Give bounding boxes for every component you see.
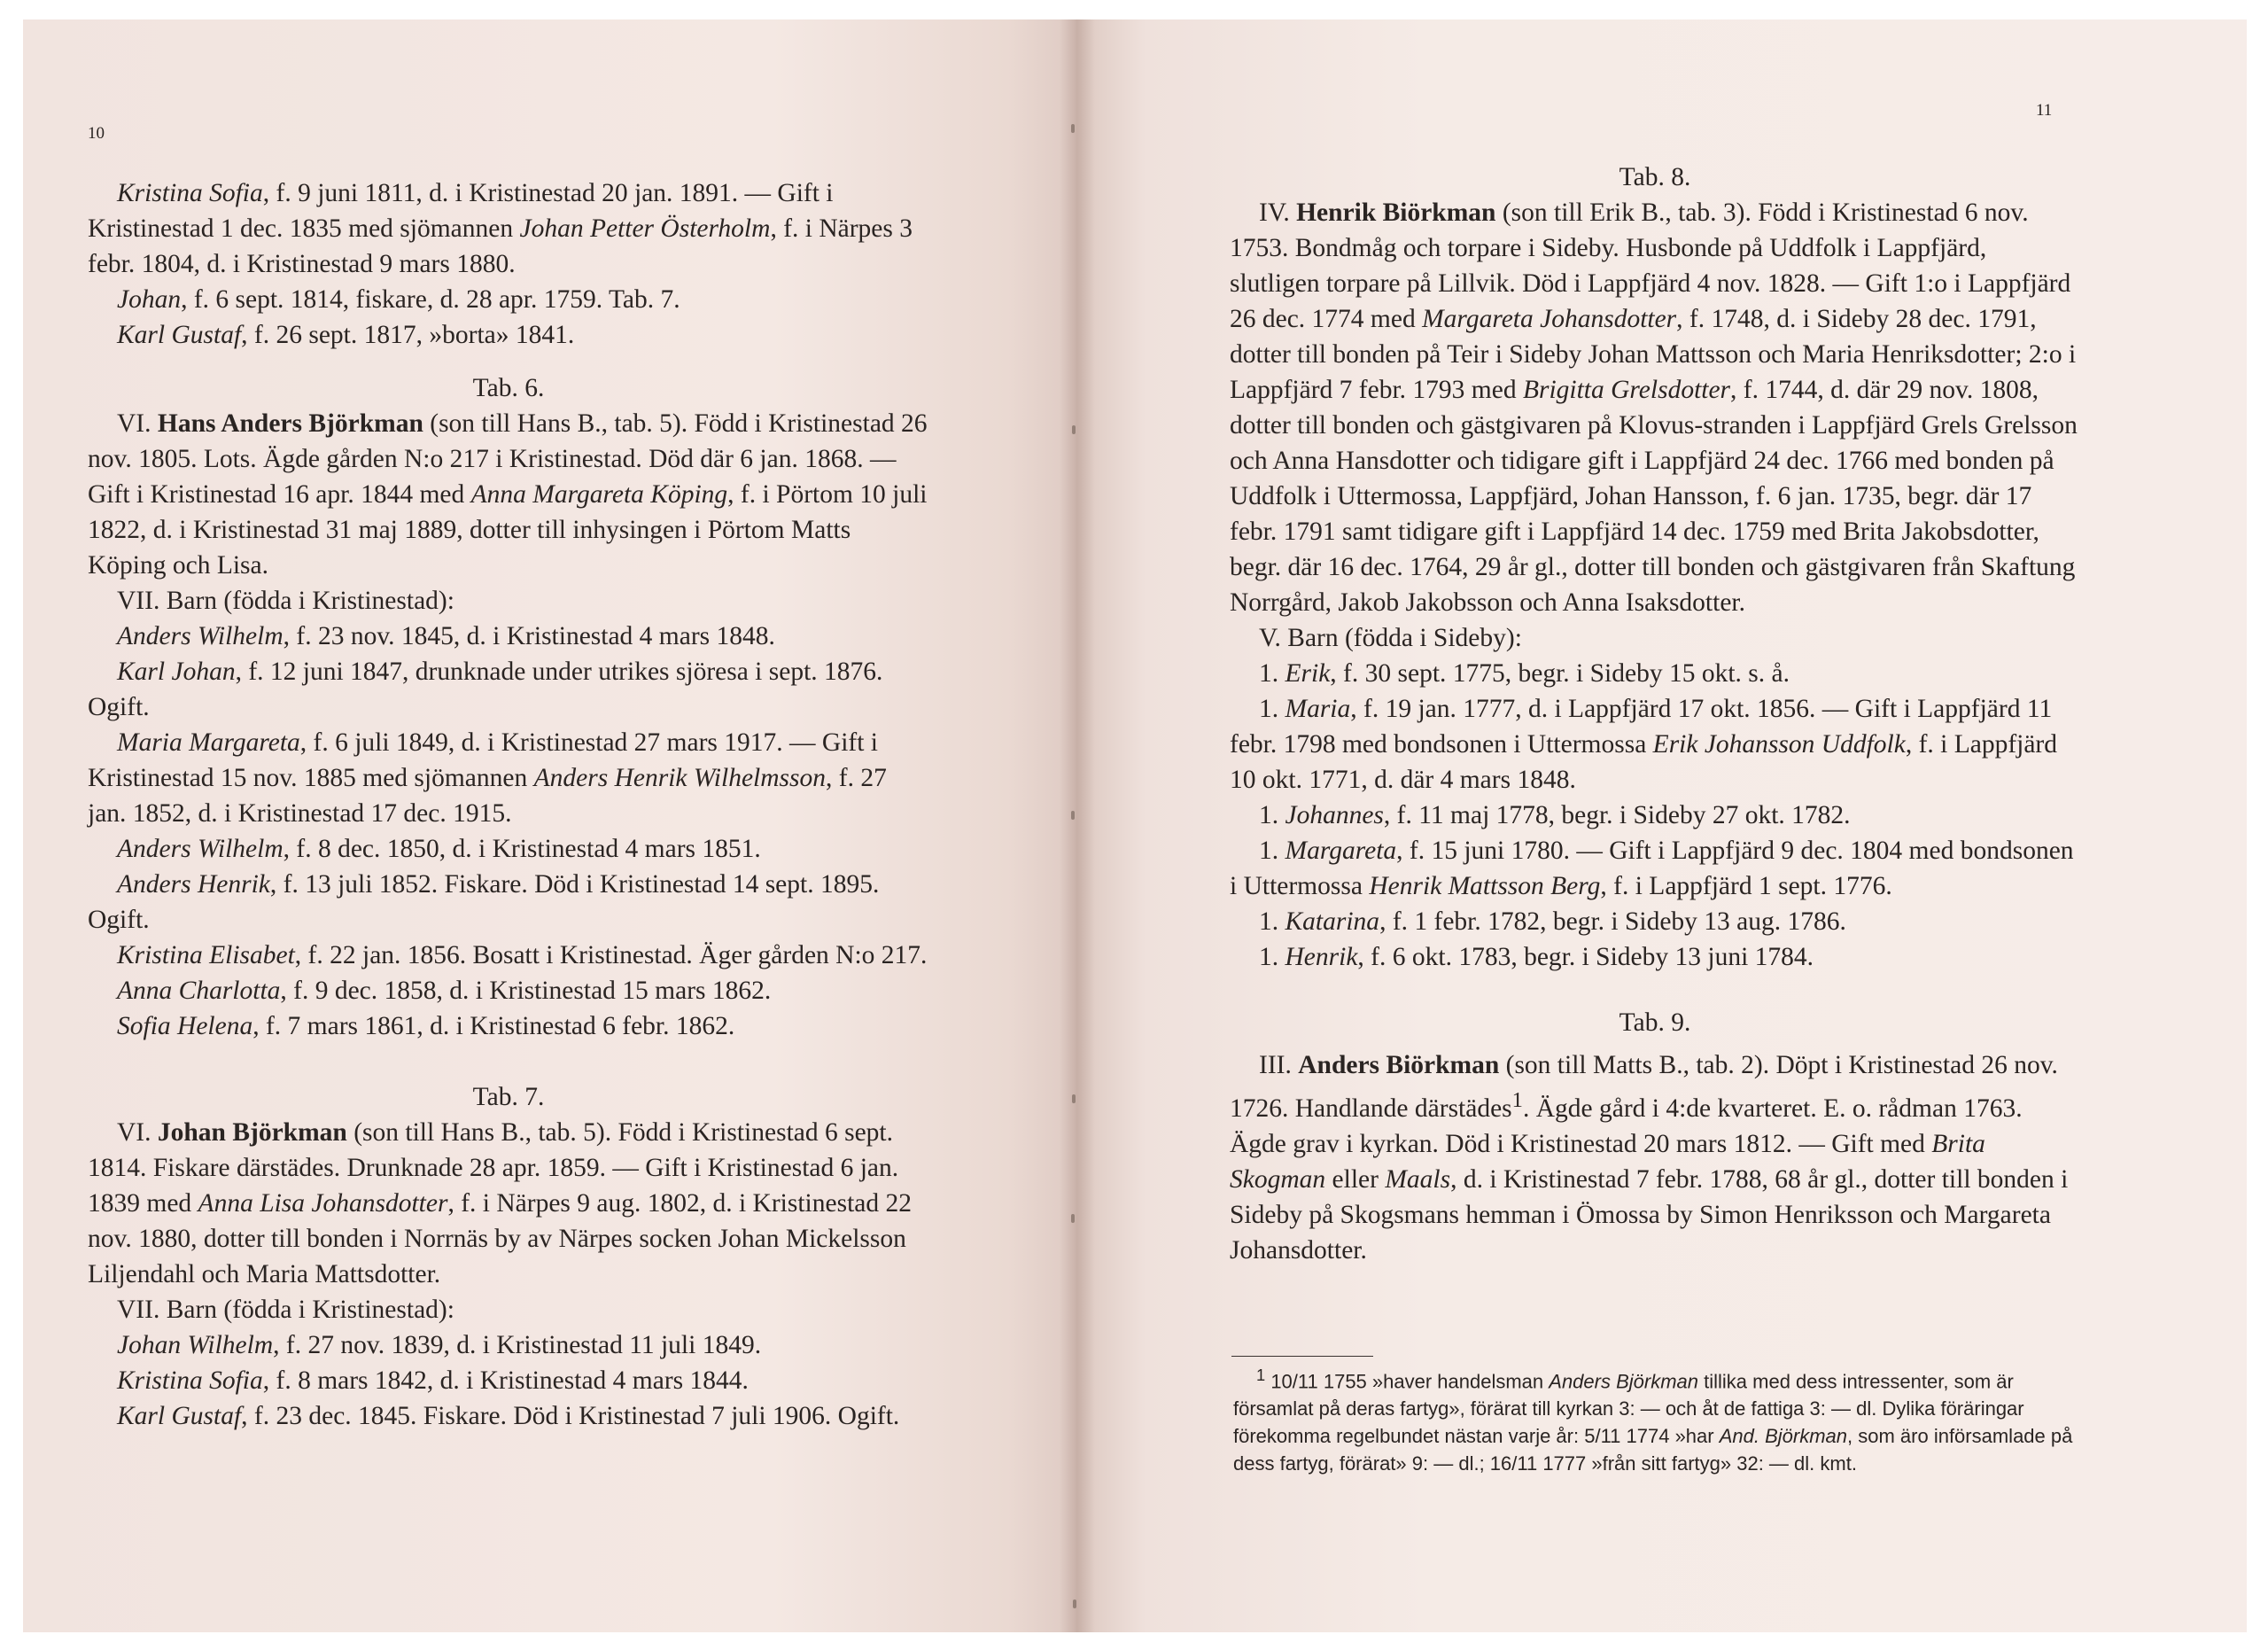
page-number-left: 10 (88, 124, 105, 143)
tab-7-heading: Tab. 7. (472, 1083, 545, 1111)
paper-speck (1071, 811, 1075, 820)
paper-speck (1071, 124, 1075, 133)
tab-7-main-entry: VI. Johan Björkman (son till Hans B., tab. 5). Född i Kristinestad 6 sept. 1814. Fiskare därstädes. Drunknade 28 apr. 1859. — Gift i Kristinestad 6 jan. 1839 med Anna Lisa Johansdotter, f. i Närpes 9 aug. 1802, d. i Kristinestad 22 nov. 1880, dotter till bonden i Norrnäs by av Närpes socken Johan Mickelsson Liljendahl och Maria Mattsdotter. (88, 1118, 912, 1288)
footnote: $^1$ 10/11 1755 »haver handelsman Anders Björkman tillika med dess intressenter, som är församlat på deras fartyg», förärat till kyrkan 3: — och åt de fattiga 3: — dl. Dylika föräringar förekomma regelbundet nästan varje år: 5/11 1774 »har And. Björkman, som äro införsamlade på dess fartyg, förärat» 9: — dl.; 16/11 1777 »från sitt fartyg» 32: — dl. kmt. (1233, 1366, 2073, 1475)
child-entry: Anders Wilhelm, f. 23 nov. 1845, d. i Kristinestad 4 mars 1848. (117, 622, 775, 650)
tab-9-heading: Tab. 9. (1619, 1008, 1691, 1037)
left-page-text (88, 175, 929, 1434)
book-gutter (1060, 19, 1095, 1632)
child-entry: 1. Katarina, f. 1 febr. 1782, begr. i Sideby 13 aug. 1786. (1259, 907, 1846, 936)
entry-johan: Johan, f. 6 sept. 1814, fiskare, d. 28 apr. 1759. Tab. 7. (117, 285, 680, 314)
child-entry: 1. Henrik, f. 6 okt. 1783, begr. i Sideby 13 juni 1784. (1259, 943, 1814, 971)
tab-6-main-entry: VI. Hans Anders Björkman (son till Hans B., tab. 5). Född i Kristinestad 26 nov. 1805. Lots. Ägde gården N:o 217 i Kristinestad. Död där 6 jan. 1868. — Gift i Kristinestad 16 apr. 1844 med Anna Margareta Köping, f. i Pörtom 10 juli 1822, d. i Kristinestad 31 maj 1889, dotter till inhysingen i Pörtom Matts Köping och Lisa. (88, 409, 928, 580)
paper-speck (1073, 1599, 1076, 1608)
tab-9-main-entry: III. Anders Biörkman (son till Matts B., tab. 2). Döpt i Kristinestad 26 nov. 1726. Handlande därstädes$^1$. Ägde gård i 4:de kvarteret. E. o. rådman 1763. Ägde grav i kyrkan. Död i Kristinestad 20 mars 1812. — Gift med Brita Skogman eller Maals, d. i Kristinestad 7 febr. 1788, 68 år gl., dotter till bonden i Sideby på Skogsmans hemman i Ömossa by Simon Henriksson och Margareta Johansdotter. (1230, 1051, 2069, 1265)
child-entry: Johan Wilhelm, f. 27 nov. 1839, d. i Kristinestad 11 juli 1849. (117, 1331, 762, 1359)
paper-speck (1072, 1094, 1076, 1103)
child-entry: Sofia Helena, f. 7 mars 1861, d. i Kristinestad 6 febr. 1862. (117, 1012, 735, 1040)
child-entry: 1. Johannes, f. 11 maj 1778, begr. i Sideby 27 okt. 1782. (1259, 801, 1851, 829)
tab-8-heading: Tab. 8. (1619, 163, 1691, 191)
tab-8-main-entry: IV. Henrik Biörkman (son till Erik B., tab. 3). Född i Kristinestad 6 nov. 1753. Bondmåg och torpare i Sideby. Husbonde på Uddfolk i Lappfjärd, slutligen torpare på Lillvik. Död i Lappfjärd 4 nov. 1828. — Gift 1:o i Lappfjärd 26 dec. 1774 med Margareta Johansdotter, f. 1748, d. i Sideby 28 dec. 1791, dotter till bonden på Teir i Sideby Johan Mattsson och Maria Henriksdotter; 2:o i Lappfjärd 7 febr. 1793 med Brigitta Grelsdotter, f. 1744, d. där 29 nov. 1808, dotter till bonden och gästgivaren på Klovus-stranden i Lappfjärd Grels Grelsson och Anna Hansdotter och tidigare gift i Lappfjärd 24 dec. 1766 med bonden på Uddfolk i Uttermossa, Lappfjärd, Johan Hansson, f. 6 jan. 1735, begr. där 17 febr. 1791 samt tidigare gift i Lappfjärd 14 dec. 1759 med Brita Jakobsdotter, begr. där 16 dec. 1764, 29 år gl., dotter till bonden och gästgivaren från Skaftung Norrgård, Jakob Jakobsson och Anna Isaksdotter. (1230, 198, 2078, 617)
tab-8-children-heading: V. Barn (födda i Sideby): (1259, 624, 1522, 652)
tab-6-children-heading: VII. Barn (födda i Kristinestad): (117, 587, 454, 615)
child-entry: Kristina Elisabet, f. 22 jan. 1856. Bosatt i Kristinestad. Äger gården N:o 217. (117, 941, 928, 969)
entry-kristina-sofia: Kristina Sofia, f. 9 juni 1811, d. i Kristinestad 20 jan. 1891. — Gift i Kristinestad 1 dec. 1835 med sjömannen Johan Petter Österholm, f. i Närpes 3 febr. 1804, d. i Kristinestad 9 mars 1880. (88, 179, 913, 278)
entry-karl-gustaf: Karl Gustaf, f. 26 sept. 1817, »borta» 1841. (117, 321, 575, 349)
child-entry: 1. Margareta, f. 15 juni 1780. — Gift i Lappfjärd 9 dec. 1804 med bondsonen i Uttermossa Henrik Mattsson Berg, f. i Lappfjärd 1 sept. 1776. (1230, 837, 2074, 900)
paper-speck (1071, 1214, 1075, 1223)
paper-speck (1072, 425, 1076, 434)
footnote-marker: 1 (1511, 1088, 1523, 1112)
child-entry: Maria Margareta, f. 6 juli 1849, d. i Kristinestad 27 mars 1917. — Gift i Kristinestad 15 nov. 1885 med sjömannen Anders Henrik Wilhelmsson, f. 27 jan. 1852, d. i Kristinestad 17 dec. 1915. (88, 728, 887, 828)
child-entry: Anders Wilhelm, f. 8 dec. 1850, d. i Kristinestad 4 mars 1851. (117, 835, 761, 863)
child-entry: 1. Erik, f. 30 sept. 1775, begr. i Sideby 15 okt. s. å. (1259, 659, 1790, 688)
child-entry: Karl Gustaf, f. 23 dec. 1845. Fiskare. Död i Kristinestad 7 juli 1906. Ogift. (117, 1402, 900, 1430)
right-page-text (1230, 160, 2080, 1268)
child-entry: Kristina Sofia, f. 8 mars 1842, d. i Kristinestad 4 mars 1844. (117, 1366, 749, 1395)
tab-6-heading: Tab. 6. (472, 374, 545, 402)
page-number-right: 11 (2036, 101, 2053, 120)
child-entry: Anders Henrik, f. 13 juli 1852. Fiskare. Död i Kristinestad 14 sept. 1895. Ogift. (88, 870, 880, 934)
child-entry: Anna Charlotta, f. 9 dec. 1858, d. i Kristinestad 15 mars 1862. (117, 977, 772, 1005)
footnote-rule (1231, 1356, 1373, 1357)
child-entry: 1. Maria, f. 19 jan. 1777, d. i Lappfjärd 17 okt. 1856. — Gift i Lappfjärd 11 febr. 1798 med bondsonen i Uttermossa Erik Johansson Uddfolk, f. i Lappfjärd 10 okt. 1771, d. där 4 mars 1848. (1230, 695, 2058, 794)
tab-7-children-heading: VII. Barn (födda i Kristinestad): (117, 1296, 454, 1324)
child-entry: Karl Johan, f. 12 juni 1847, drunknade under utrikes sjöresa i sept. 1876. Ogift. (88, 658, 883, 721)
